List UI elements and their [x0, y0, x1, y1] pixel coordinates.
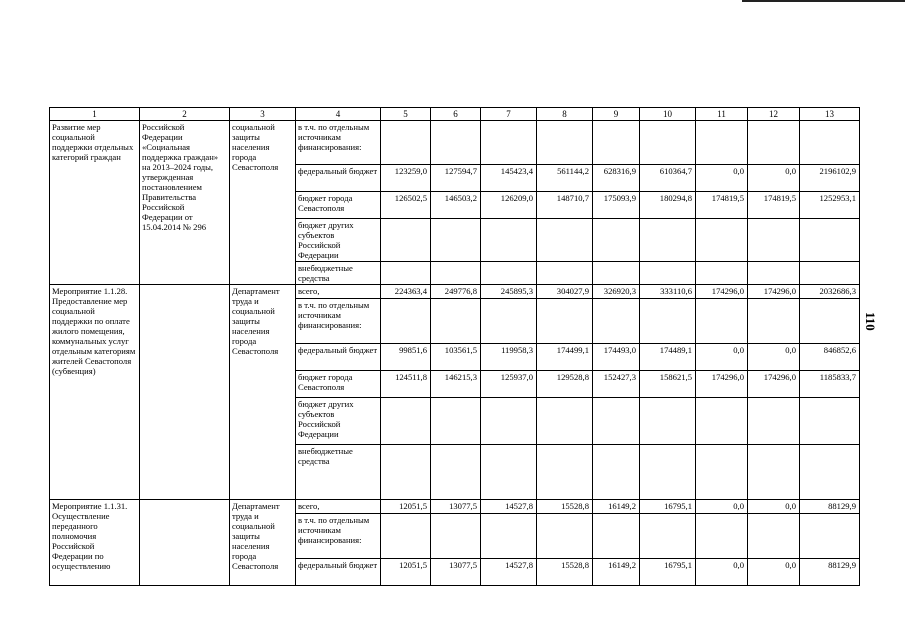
value-cell: [481, 121, 537, 165]
value-cell: 14527,8: [481, 500, 537, 514]
value-cell: 1252953,1: [800, 192, 860, 219]
page-number: 110: [863, 312, 878, 331]
value-cell: [431, 445, 481, 500]
value-cell: 175093,9: [593, 192, 640, 219]
value-cell: [381, 121, 431, 165]
value-cell: 333110,6: [640, 285, 696, 299]
value-cell: [696, 514, 748, 559]
executor-cell: Департамент труда и социальной защиты населения города Севастополя: [230, 285, 296, 500]
value-cell: 16795,1: [640, 500, 696, 514]
value-cell: [800, 398, 860, 445]
value-cell: [800, 121, 860, 165]
header-cell: 7: [481, 108, 537, 121]
value-cell: [537, 398, 593, 445]
funding-source: бюджет других субъектов Российской Федерации: [296, 219, 381, 262]
value-cell: 13077,5: [431, 559, 481, 586]
value-cell: [748, 445, 800, 500]
value-cell: [800, 299, 860, 344]
value-cell: 174296,0: [748, 371, 800, 398]
value-cell: [431, 299, 481, 344]
header-cell: 2: [140, 108, 230, 121]
value-cell: 148710,7: [537, 192, 593, 219]
value-cell: 0,0: [696, 344, 748, 371]
value-cell: [431, 262, 481, 285]
value-cell: 0,0: [748, 559, 800, 586]
value-cell: 99851,6: [381, 344, 431, 371]
funding-source: федеральный бюджет: [296, 165, 381, 192]
value-cell: [640, 219, 696, 262]
table-row: [50, 121, 860, 165]
value-cell: 326920,3: [593, 285, 640, 299]
value-cell: [481, 299, 537, 344]
header-cell: 11: [696, 108, 748, 121]
value-cell: 125937,0: [481, 371, 537, 398]
table-row: [50, 500, 860, 514]
value-cell: 146503,2: [431, 192, 481, 219]
value-cell: [537, 219, 593, 262]
value-cell: [481, 262, 537, 285]
value-cell: [800, 219, 860, 262]
value-cell: [537, 445, 593, 500]
value-cell: [748, 514, 800, 559]
funding-source: федеральный бюджет: [296, 344, 381, 371]
value-cell: 15528,8: [537, 559, 593, 586]
value-cell: [537, 299, 593, 344]
value-cell: 174819,5: [748, 192, 800, 219]
value-cell: 15528,8: [537, 500, 593, 514]
header-cell: 13: [800, 108, 860, 121]
value-cell: [640, 398, 696, 445]
value-cell: 126502,5: [381, 192, 431, 219]
value-cell: 16149,2: [593, 559, 640, 586]
header-cell: 5: [381, 108, 431, 121]
value-cell: 174296,0: [748, 285, 800, 299]
program-cell: Российской Федерации «Социальная поддержка граждан» на 2013–2024 годы, утвержденная постановлением Правительства Российской Федерации от 15.04.2014 № 296: [140, 121, 230, 285]
measure-name: Мероприятие 1.1.28. Предоставление мер социальной поддержки по оплате жилого помещения, коммунальных услуг отдельным категориям жителей Севастополя (субвенция): [50, 285, 140, 500]
funding-source: бюджет города Севастополя: [296, 192, 381, 219]
value-cell: [748, 299, 800, 344]
header-cell: 3: [230, 108, 296, 121]
value-cell: [381, 262, 431, 285]
value-cell: 0,0: [748, 165, 800, 192]
value-cell: [640, 445, 696, 500]
value-cell: 0,0: [696, 500, 748, 514]
measure-name: Развитие мер социальной поддержки отдельных категорий граждан: [50, 121, 140, 285]
value-cell: 124511,8: [381, 371, 431, 398]
funding-source: внебюджетные средства: [296, 445, 381, 500]
funding-source: в т.ч. по отдельным источникам финансирования:: [296, 514, 381, 559]
value-cell: 12051,5: [381, 500, 431, 514]
funding-source: в т.ч. по отдельным источникам финансирования:: [296, 299, 381, 344]
funding-source: федеральный бюджет: [296, 559, 381, 586]
value-cell: [800, 262, 860, 285]
value-cell: 2032686,3: [800, 285, 860, 299]
value-cell: [640, 121, 696, 165]
value-cell: [537, 121, 593, 165]
program-cell: [140, 285, 230, 500]
value-cell: [481, 219, 537, 262]
value-cell: [593, 121, 640, 165]
value-cell: [537, 514, 593, 559]
value-cell: [593, 299, 640, 344]
financing-table: [49, 107, 860, 586]
value-cell: 12051,5: [381, 559, 431, 586]
executor-cell: социальной защиты населения города Севастополя: [230, 121, 296, 285]
top-rule: [742, 0, 905, 2]
funding-source: бюджет города Севастополя: [296, 371, 381, 398]
value-cell: [431, 398, 481, 445]
value-cell: 0,0: [748, 344, 800, 371]
funding-source: всего,: [296, 285, 381, 299]
value-cell: 249776,8: [431, 285, 481, 299]
value-cell: [481, 398, 537, 445]
value-cell: 14527,8: [481, 559, 537, 586]
value-cell: 561144,2: [537, 165, 593, 192]
value-cell: 174489,1: [640, 344, 696, 371]
value-cell: 0,0: [748, 500, 800, 514]
value-cell: 610364,7: [640, 165, 696, 192]
value-cell: [537, 262, 593, 285]
value-cell: [431, 514, 481, 559]
value-cell: 174296,0: [696, 371, 748, 398]
value-cell: 103561,5: [431, 344, 481, 371]
funding-source: в т.ч. по отдельным источникам финансирования:: [296, 121, 381, 165]
value-cell: 16149,2: [593, 500, 640, 514]
value-cell: [800, 514, 860, 559]
value-cell: 846852,6: [800, 344, 860, 371]
value-cell: 304027,9: [537, 285, 593, 299]
value-cell: 146215,3: [431, 371, 481, 398]
header-row: [50, 108, 860, 121]
value-cell: [431, 219, 481, 262]
value-cell: [593, 445, 640, 500]
value-cell: [696, 398, 748, 445]
value-cell: [800, 445, 860, 500]
value-cell: [431, 121, 481, 165]
header-cell: 8: [537, 108, 593, 121]
value-cell: 245895,3: [481, 285, 537, 299]
value-cell: [696, 121, 748, 165]
value-cell: [748, 398, 800, 445]
value-cell: [696, 219, 748, 262]
value-cell: [640, 514, 696, 559]
program-cell: [140, 500, 230, 586]
value-cell: 2196102,9: [800, 165, 860, 192]
funding-source: внебюджетные средства: [296, 262, 381, 285]
value-cell: 16795,1: [640, 559, 696, 586]
measure-name: Мероприятие 1.1.31. Осуществление переданного полномочия Российской Федерации по осуществлению: [50, 500, 140, 586]
value-cell: 145423,4: [481, 165, 537, 192]
funding-source: бюджет других субъектов Российской Федерации: [296, 398, 381, 445]
value-cell: 224363,4: [381, 285, 431, 299]
value-cell: 88129,9: [800, 559, 860, 586]
value-cell: [381, 219, 431, 262]
value-cell: 174493,0: [593, 344, 640, 371]
value-cell: 152427,3: [593, 371, 640, 398]
value-cell: 174296,0: [696, 285, 748, 299]
value-cell: [381, 398, 431, 445]
header-cell: 10: [640, 108, 696, 121]
value-cell: [640, 262, 696, 285]
value-cell: [593, 514, 640, 559]
value-cell: 129528,8: [537, 371, 593, 398]
value-cell: 126209,0: [481, 192, 537, 219]
value-cell: 0,0: [696, 559, 748, 586]
header-cell: 12: [748, 108, 800, 121]
funding-source: всего,: [296, 500, 381, 514]
value-cell: 174499,1: [537, 344, 593, 371]
value-cell: [640, 299, 696, 344]
value-cell: 0,0: [696, 165, 748, 192]
value-cell: [748, 262, 800, 285]
value-cell: 127594,7: [431, 165, 481, 192]
value-cell: [381, 299, 431, 344]
value-cell: 88129,9: [800, 500, 860, 514]
value-cell: [381, 514, 431, 559]
value-cell: 1185833,7: [800, 371, 860, 398]
value-cell: [593, 219, 640, 262]
value-cell: [593, 398, 640, 445]
value-cell: 174819,5: [696, 192, 748, 219]
value-cell: 119958,3: [481, 344, 537, 371]
header-cell: 4: [296, 108, 381, 121]
header-cell: 1: [50, 108, 140, 121]
value-cell: [696, 445, 748, 500]
value-cell: 158621,5: [640, 371, 696, 398]
table-row: [50, 285, 860, 299]
value-cell: [748, 121, 800, 165]
value-cell: 628316,9: [593, 165, 640, 192]
value-cell: [696, 262, 748, 285]
value-cell: [481, 445, 537, 500]
value-cell: [381, 445, 431, 500]
value-cell: [748, 219, 800, 262]
value-cell: [481, 514, 537, 559]
value-cell: [593, 262, 640, 285]
value-cell: 180294,8: [640, 192, 696, 219]
value-cell: 123259,0: [381, 165, 431, 192]
value-cell: [696, 299, 748, 344]
value-cell: 13077,5: [431, 500, 481, 514]
header-cell: 9: [593, 108, 640, 121]
header-cell: 6: [431, 108, 481, 121]
executor-cell: Департамент труда и социальной защиты населения города Севастополя: [230, 500, 296, 586]
